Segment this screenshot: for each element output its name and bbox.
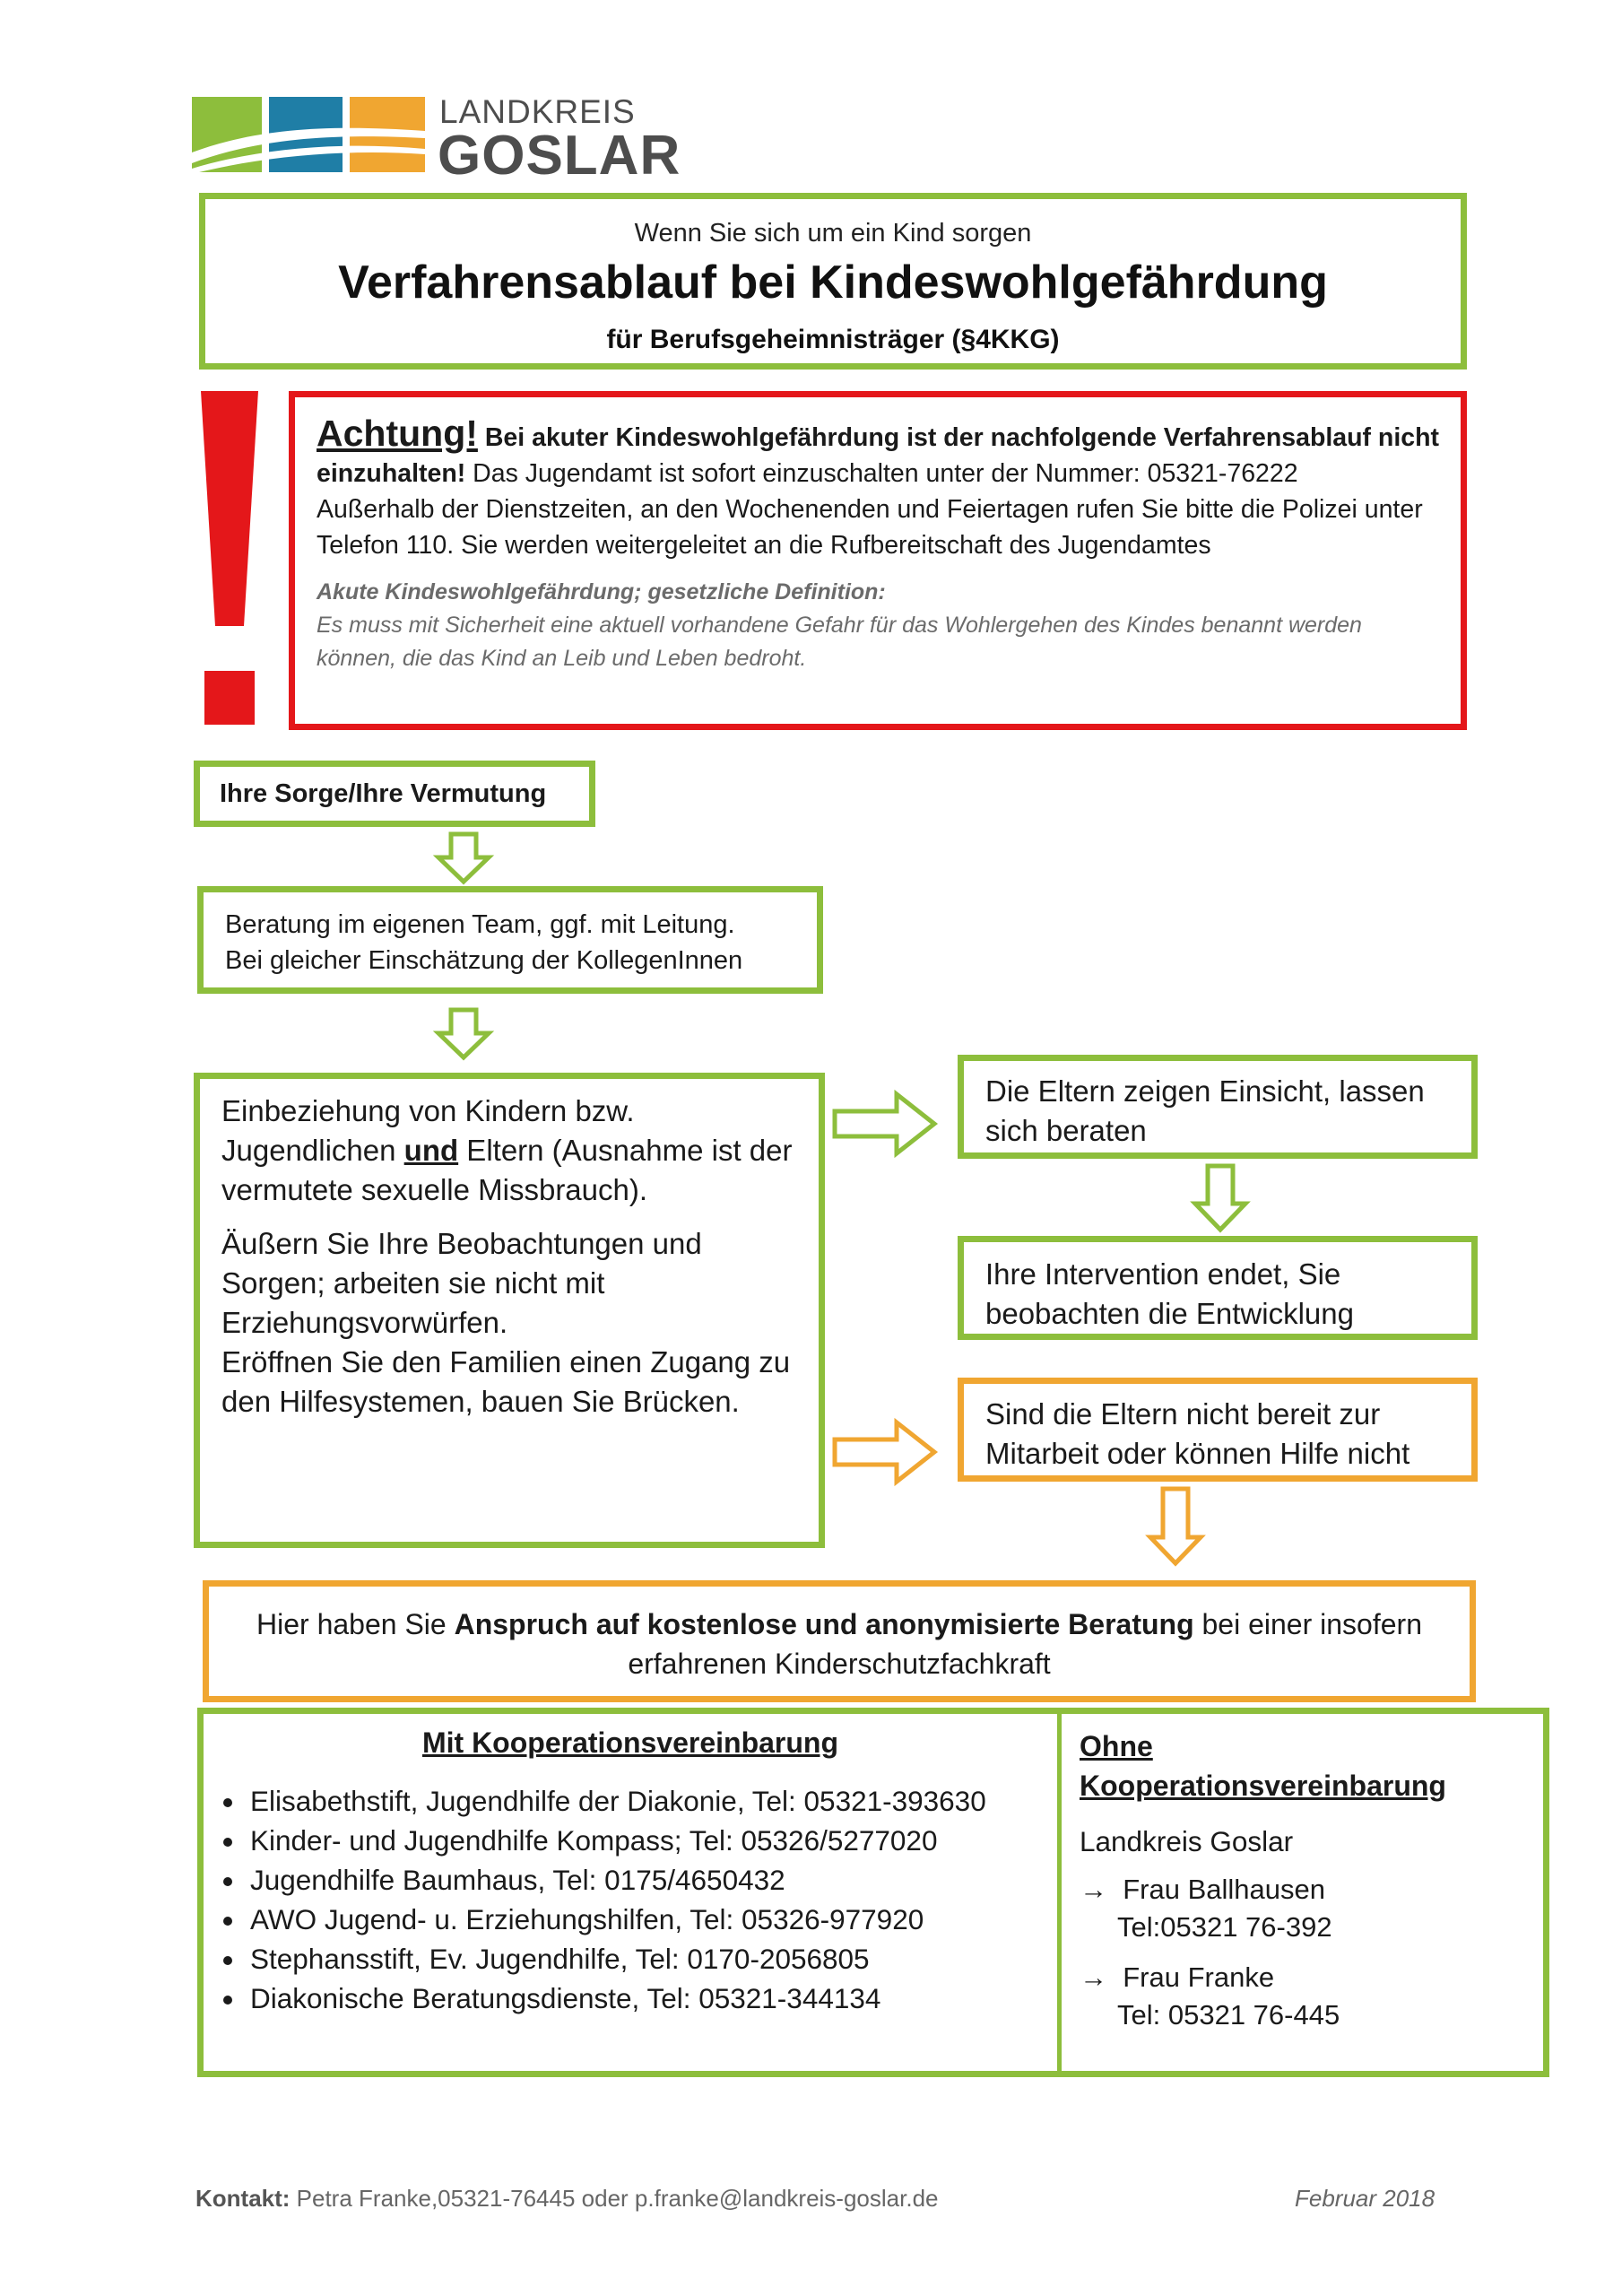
page-title: Verfahrensablauf bei Kindeswohlgefährdung — [338, 257, 1328, 309]
footer-text: Petra Franke,05321-76445 oder p.franke@landkreis-goslar.de — [290, 2185, 939, 2212]
footer-contact — [195, 2185, 939, 2213]
step3-para2: Äußern Sie Ihre Beobachtungen und Sorgen; arbeiten sie nicht mit Erziehungsvorwürfen. — [221, 1227, 702, 1339]
arrow-down-icon — [1193, 1164, 1248, 1232]
contacts-without-cooperation — [1057, 1714, 1543, 2071]
person-phone: Tel:05321 76-392 — [1117, 1911, 1332, 1943]
step-intervention-ends: Ihre Intervention endet, Sie beobachten die Entwicklung — [958, 1236, 1478, 1340]
arrow-right-icon: → — [1080, 1874, 1107, 1905]
warning-text — [317, 415, 1439, 491]
step-parents-cooperate: Die Eltern zeigen Einsicht, lassen sich beraten — [958, 1055, 1478, 1159]
contacts-table — [197, 1708, 1549, 2077]
contact-person — [1080, 1959, 1525, 2034]
step3-text-a: Einbeziehung von Kindern bzw. Jugendlichen — [221, 1094, 635, 1167]
step3-text-b: Eltern (Ausnahme ist der vermutete sexuelle Missbrauch). — [221, 1134, 793, 1206]
arrow-down-icon — [1148, 1487, 1203, 1566]
exclamation-icon — [199, 391, 260, 732]
claim-pre: Hier haben Sie — [256, 1608, 455, 1640]
list-item: • Jugendhilfe Baumhaus, Tel: 0175/4650432 — [247, 1860, 1041, 1900]
step-concern: Ihre Sorge/Ihre Vermutung — [194, 761, 595, 827]
step3-para1 — [221, 1091, 797, 1210]
pretitle: Wenn Sie sich um ein Kind sorgen — [634, 219, 1032, 248]
definition-title: Akute Kindeswohlgefährdung; gesetzliche Definition: — [317, 579, 886, 604]
cooperation-partner-list — [220, 1781, 1041, 2018]
step-parents-refuse: Sind die Eltern nicht bereit zur Mitarbeit oder können Hilfe nicht — [958, 1378, 1478, 1482]
arrow-right-icon: → — [1080, 1961, 1107, 1993]
warning-police-text: Außerhalb der Dienstzeiten, an den Wochenenden und Feiertagen rufen Sie bitte die Polizei unter Telefon 110. Sie werden weitergeleitet an die Rufbereitschaft des Jugendamtes — [317, 495, 1423, 560]
arrow-down-icon — [436, 1008, 491, 1060]
list-item: • Elisabethstift, Jugendhilfe der Diakonie, Tel: 05321-393630 — [247, 1781, 1041, 1821]
arrow-down-icon — [436, 832, 491, 884]
contacts-with-cooperation — [204, 1714, 1057, 2071]
warning-definition — [317, 576, 1439, 675]
warning-bold-text: Bei akuter Kindeswohlgefährdung ist der nachfolgende Verfahrensablauf nicht einzuhalten! — [317, 423, 1440, 488]
claim-post: bei einer insofern erfahrenen Kinderschutzfachkraft — [628, 1608, 1422, 1680]
free-counseling-box — [203, 1580, 1476, 1702]
warning-box — [289, 391, 1467, 730]
with-cooperation-heading: Mit Kooperationsvereinbarung — [421, 1726, 839, 1759]
claim-bold: Anspruch auf kostenlose und anonymisierte Beratung — [454, 1608, 1194, 1640]
without-heading-line2: Kooperationsvereinbarung — [1080, 1770, 1446, 1802]
warning-heading: Achtung! — [317, 413, 478, 454]
without-cooperation-heading — [1080, 1726, 1525, 1805]
definition-text: Es muss mit Sicherheit eine aktuell vorhandene Gefahr für das Wohlergehen des Kindes benannt werden können, die das Kind an Leib und Leben bedroht. — [317, 613, 1362, 671]
step3-und: und — [403, 1134, 459, 1167]
step-involve-family — [194, 1073, 825, 1548]
contact-person — [1080, 1871, 1525, 1946]
arrow-right-icon — [832, 1091, 938, 1157]
step3-para3: Eröffnen Sie den Familien einen Zugang zu den Hilfesystemen, bauen Sie Brücken. — [221, 1345, 791, 1418]
person-phone: Tel: 05321 76-445 — [1117, 1999, 1340, 2031]
footer-date: Februar 2018 — [1295, 2185, 1436, 2212]
step-team-consult — [197, 886, 823, 994]
step2-line1: Beratung im eigenen Team, ggf. mit Leitung. — [225, 910, 735, 939]
title-box — [199, 193, 1467, 370]
list-item: • Diakonische Beratungsdienste, Tel: 05321-344134 — [247, 1979, 1041, 2018]
footer-label: Kontakt: — [195, 2185, 291, 2212]
landkreis-goslar-logo-mark — [192, 97, 425, 172]
arrow-right-icon — [832, 1419, 938, 1485]
list-item: • Kinder- und Jugendhilfe Kompass; Tel: 05326/5277020 — [247, 1821, 1041, 1860]
logo-text-goslar: GOSLAR — [438, 125, 681, 187]
list-item: • AWO Jugend- u. Erziehungshilfen, Tel: 05326-977920 — [247, 1900, 1041, 1939]
person-name: Frau Ballhausen — [1123, 1874, 1325, 1905]
list-item: • Stephansstift, Ev. Jugendhilfe, Tel: 0170-2056805 — [247, 1939, 1041, 1979]
step2-line2: Bei gleicher Einschätzung der KollegenInnen — [225, 946, 743, 975]
without-heading-line1: Ohne — [1080, 1730, 1153, 1762]
page-subtitle: für Berufsgeheimnisträger (§4KKG) — [606, 325, 1060, 354]
person-name: Frau Franke — [1123, 1961, 1275, 1993]
org-name: Landkreis Goslar — [1080, 1825, 1294, 1857]
logo-text-landkreis: LANDKREIS — [439, 93, 636, 130]
warning-jugendamt-text: Das Jugendamt ist sofort einzuschalten unter der Nummer: 05321-76222 — [465, 459, 1298, 488]
